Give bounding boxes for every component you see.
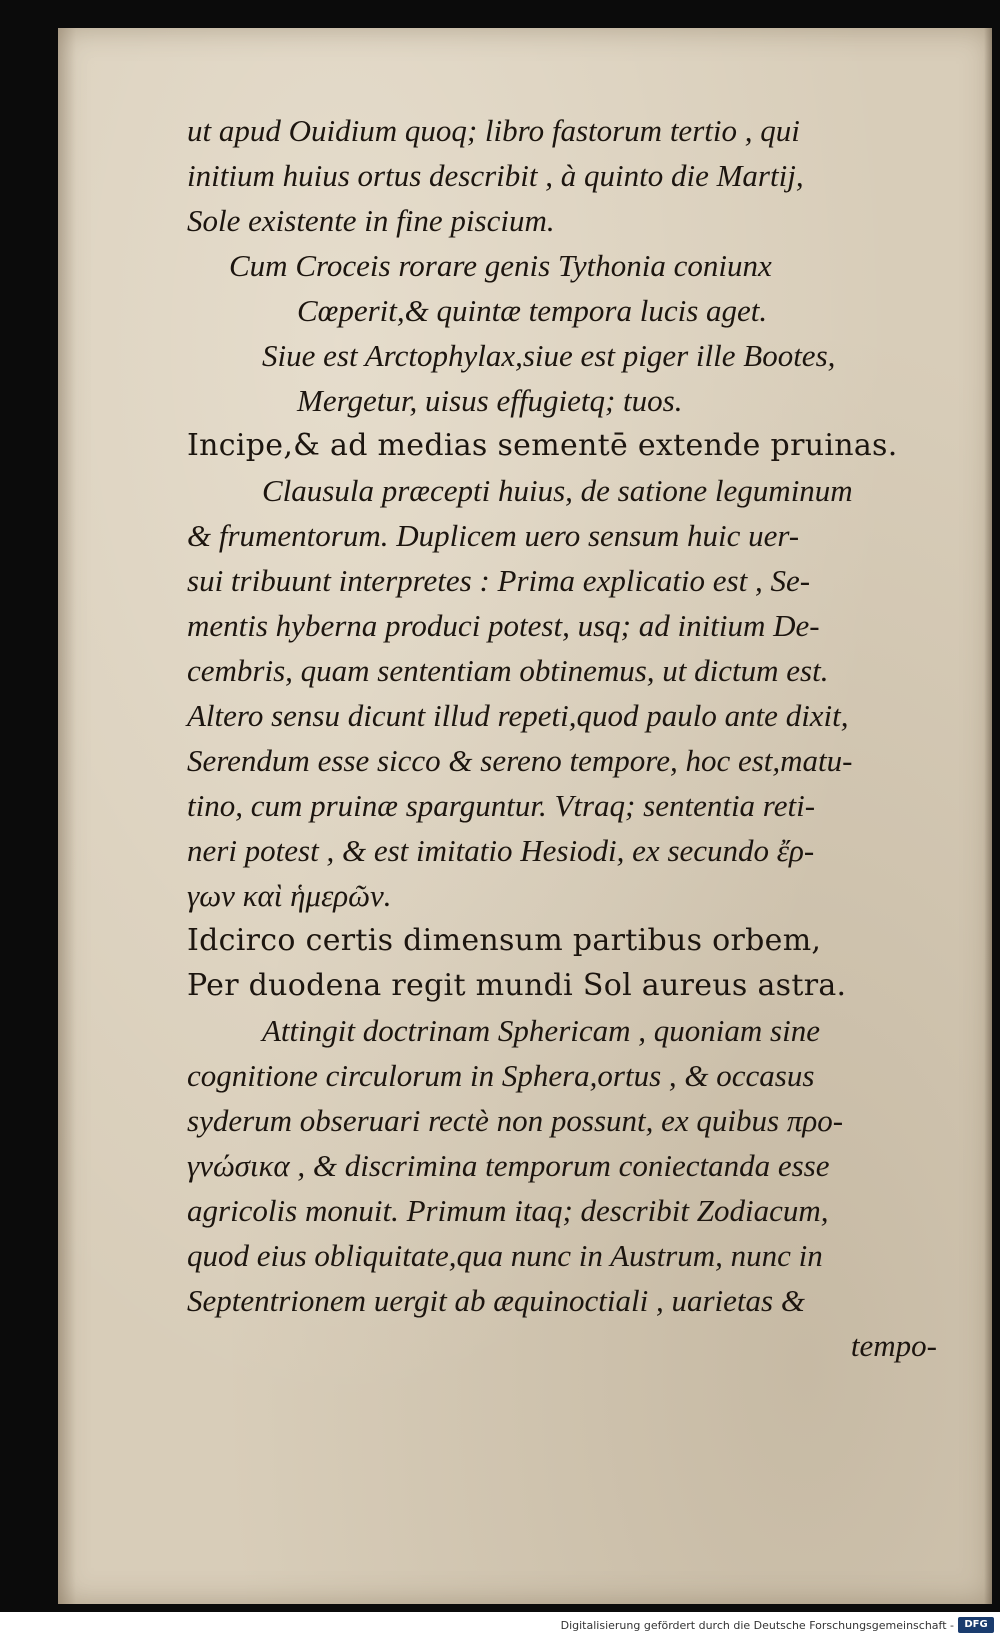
- text-line: mentis hyberna produci potest, usq; ad initium De-: [187, 608, 820, 643]
- page-text: [187, 108, 937, 1368]
- footer-bar: [0, 1613, 1000, 1638]
- lemma-line: Per duodena regit mundi Sol aureus astra.: [187, 968, 847, 1003]
- text-line: Altero sensu dicunt illud repeti,quod paulo ante dixit,: [187, 698, 849, 733]
- text-line: ut apud Ouidium quoq; libro fastorum tertio , qui: [187, 113, 800, 148]
- verse-line: Siue est Arctophylax,siue est piger ille Bootes,: [262, 338, 836, 373]
- text-line: sui tribuunt interpretes : Prima explicatio est , Se-: [187, 563, 811, 598]
- lemma-line: Incipe,& ad medias sementē extende pruinas.: [187, 428, 898, 463]
- text-line: syderum obseruari rectè non possunt, ex quibus προ-: [187, 1103, 844, 1138]
- verse-line: Mergetur, uisus effugietq; tuos.: [297, 383, 683, 418]
- text-line: tino, cum pruinæ sparguntur. Vtraq; sententia reti-: [187, 788, 816, 823]
- text-line: Clausula præcepti huius, de satione leguminum: [262, 473, 853, 508]
- text-line: γων καὶ ἡμερῶν.: [187, 878, 392, 913]
- text-line: Attingit doctrinam Sphericam , quoniam sine: [262, 1013, 820, 1048]
- text-line: γνώσικα , & discrimina temporum coniectanda esse: [187, 1148, 830, 1183]
- text-line: Septentrionem uergit ab æquinoctiali , uarietas &: [187, 1283, 805, 1318]
- lemma-line: Idcirco certis dimensum partibus orbem,: [187, 923, 822, 958]
- dfg-logo: DFG: [958, 1617, 994, 1633]
- text-line: Serendum esse sicco & sereno tempore, hoc est,matu-: [187, 743, 853, 778]
- text-line: initium huius ortus describit , à quinto die Martij,: [187, 158, 804, 193]
- text-line: quod eius obliquitate,qua nunc in Austrum, nunc in: [187, 1238, 823, 1273]
- text-line: neri potest , & est imitatio Hesiodi, ex secundo ἔρ-: [187, 833, 815, 868]
- text-line: & frumentorum. Duplicem uero sensum huic uer-: [187, 518, 800, 553]
- verse-line: Cœperit,& quintæ tempora lucis aget.: [297, 293, 768, 328]
- text-line: Sole existente in fine piscium.: [187, 203, 555, 238]
- page-edge-shadow: [984, 28, 992, 1604]
- text-line: cognitione circulorum in Sphera,ortus , & occasus: [187, 1058, 815, 1093]
- verse-line: Cum Croceis rorare genis Tythonia coniunx: [229, 248, 772, 283]
- catchword: tempo-: [850, 1328, 937, 1363]
- text-line: agricolis monuit. Primum itaq; describit Zodiacum,: [187, 1193, 829, 1228]
- text-line: cembris, quam sententiam obtinemus, ut dictum est.: [187, 653, 829, 688]
- funding-credit: Digitalisierung gefördert durch die Deutsche Forschungsgemeinschaft -: [560, 1619, 954, 1632]
